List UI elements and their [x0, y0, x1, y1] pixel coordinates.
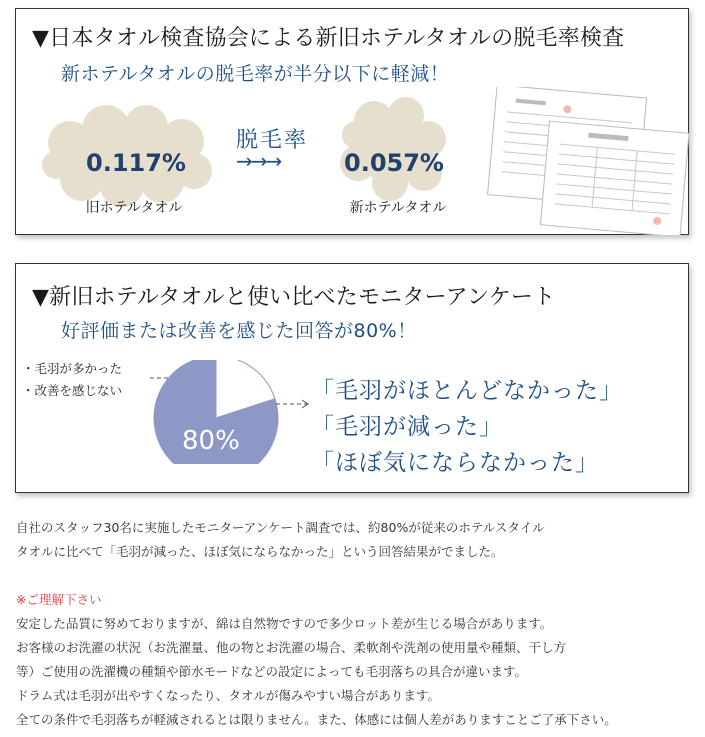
notice-line: 安定した品質に努めておりますが、綿は自然物ですので多少ロット差が生じる場合があります。	[16, 616, 553, 631]
old-rate: 0.117%	[86, 149, 186, 177]
section1-heading: ▼日本タオル検査協会による新旧ホテルタオルの脱毛率検査	[32, 26, 625, 51]
notice-line: ドラム式は毛羽が出やすくなったり、タオルが傷みやすい場合があります。	[16, 688, 440, 703]
notice-block	[16, 588, 696, 732]
notice-line: お客様のお洗濯の状況（お洗濯量、他の物とお洗濯の場合、柔軟剤や洗剤の使用量や種類、干し方	[16, 640, 567, 655]
pie-percent-label: 80%	[182, 426, 240, 456]
note-item-fluffy: ・毛羽が多かった	[22, 361, 123, 376]
quote-1: 「毛羽がほとんどなかった」	[311, 378, 623, 404]
inspection-report-documents	[484, 87, 690, 235]
old-rate-label: 旧ホテルタオル	[85, 200, 183, 216]
section2-subheading: 好評価または改善を感じた回答が80%！	[61, 320, 417, 342]
notice-title: ※ご理解下さい	[16, 592, 102, 607]
note-item-no-improvement: ・改善を感じない	[22, 383, 123, 398]
lint-test-panel	[15, 8, 689, 235]
section1-subheading: 新ホテルタオルの脱毛率が半分以下に軽減！	[61, 63, 450, 85]
quote-3: 「ほぼ気にならなかった」	[311, 450, 599, 476]
depilation-rate-title: 脱毛率	[236, 128, 309, 153]
new-rate-label: 新ホテルタオル	[349, 200, 447, 216]
section2-heading: ▼新旧ホテルタオルと使い比べたモニターアンケート	[32, 285, 556, 310]
summary-line: タオルに比べて「毛羽が減った、ほぼ気にならなかった」という回答結果がでました。	[16, 544, 504, 559]
arrow-right-icon: →→→	[236, 149, 281, 173]
quote-2: 「毛羽が減った」	[311, 414, 503, 440]
summary-paragraph	[16, 516, 696, 564]
notice-line: 等）ご使用の洗濯機の種類や節水モードなどの設定によっても毛羽落ちの具合が違います。	[16, 664, 528, 679]
notice-line: 全ての条件で毛羽落ちが軽減されるとは限りません。また、体感には個人差がありますことご了承下さい。	[16, 712, 617, 727]
new-rate: 0.057%	[344, 149, 444, 177]
summary-line: 自社のスタッフ30名に実施したモニターアンケート調査では、約80%が従来のホテルスタイル	[16, 520, 545, 535]
monitor-survey-panel	[15, 263, 689, 493]
